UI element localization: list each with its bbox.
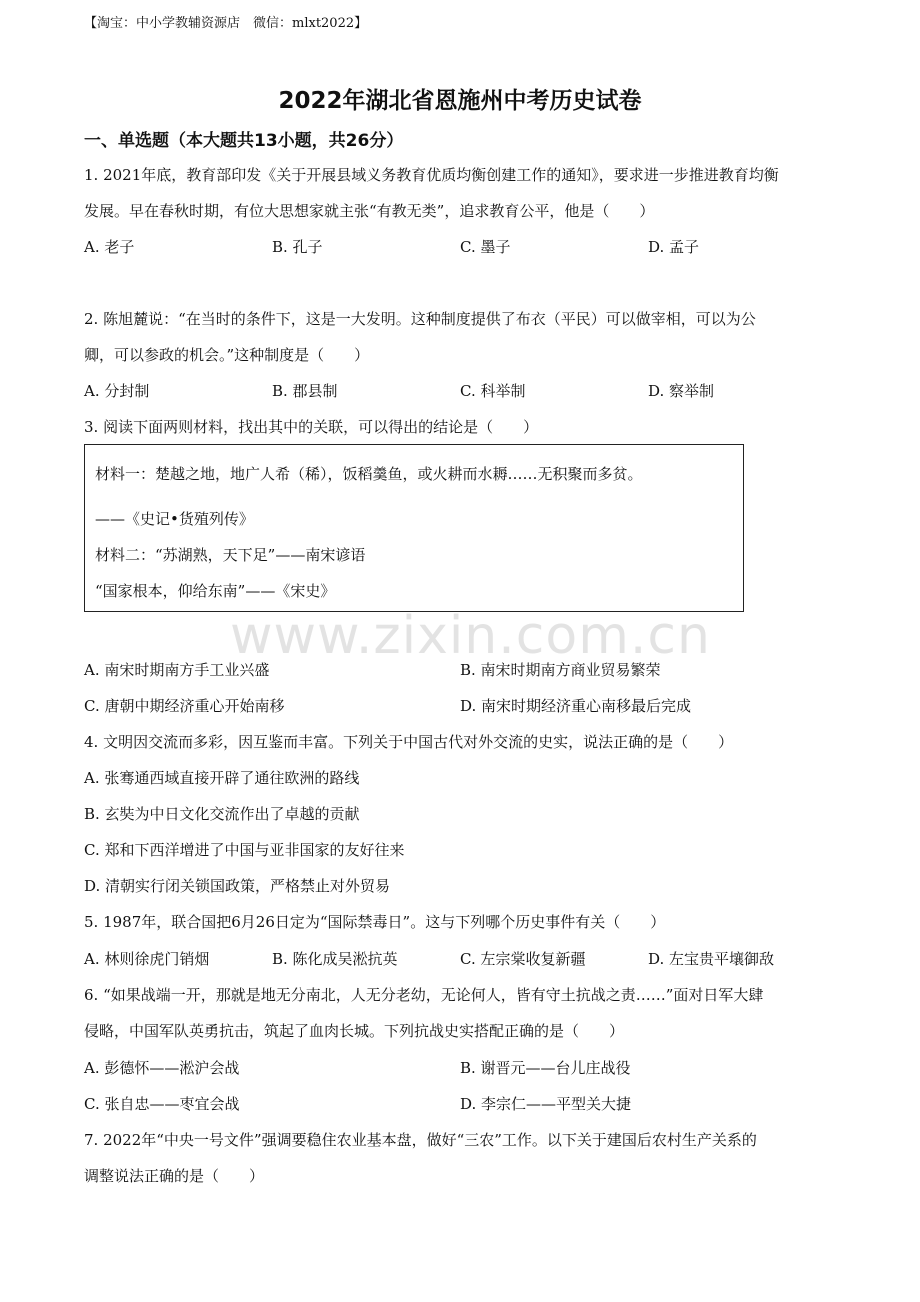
question-1-option-c[interactable]: C. 墨子 (460, 238, 511, 256)
question-2-option-a[interactable]: A. 分封制 (84, 382, 150, 400)
header-note: 【淘宝：中小学教辅资源店 微信：mlxt2022】 (84, 16, 368, 31)
material-1-text: 材料一：楚越之地，地广人希（稀），饭稻羹鱼，或火耕而水耨……无积聚而多贫。 (95, 465, 643, 483)
question-3-option-c[interactable]: C. 唐朝中期经济重心开始南移 (84, 697, 285, 715)
question-3-option-d[interactable]: D. 南宋时期经济重心南移最后完成 (460, 697, 692, 715)
question-5-option-d[interactable]: D. 左宝贵平壤御敌 (648, 950, 775, 968)
question-5-option-b[interactable]: B. 陈化成吴淞抗英 (272, 950, 398, 968)
page-title: 2022年湖北省恩施州中考历史试卷 (278, 88, 642, 114)
question-2-option-c[interactable]: C. 科举制 (460, 382, 526, 400)
question-4-option-d[interactable]: D. 清朝实行闭关锁国政策，严格禁止对外贸易 (84, 877, 391, 895)
question-1-line-1: 1. 2021年底，教育部印发《关于开展县域义务教育优质均衡创建工作的通知》，要求进一步推进教育均衡 (84, 166, 779, 184)
question-1-line-2: 发展。早在春秋时期，有位大思想家就主张“有教无类”，追求教育公平，他是（ ） (84, 202, 655, 220)
question-7-line-1: 7. 2022年“中央一号文件”强调要稳住农业基本盘，做好“三农”工作。以下关于建国后农村生产关系的 (84, 1131, 757, 1149)
question-5-option-a[interactable]: A. 林则徐虎门销烟 (84, 950, 210, 968)
material-box (84, 444, 744, 612)
question-2-line-2: 卿，可以参政的机会。”这种制度是（ ） (84, 346, 370, 364)
question-5-option-c[interactable]: C. 左宗棠收复新疆 (460, 950, 586, 968)
question-4-option-a[interactable]: A. 张骞通西域直接开辟了通往欧洲的路线 (84, 769, 360, 787)
section-heading: 一、单选题（本大题共13小题，共26分） (84, 131, 404, 151)
question-2-option-b[interactable]: B. 郡县制 (272, 382, 338, 400)
question-6-option-d[interactable]: D. 李宗仁——平型关大捷 (460, 1095, 632, 1113)
question-3-option-a[interactable]: A. 南宋时期南方手工业兴盛 (84, 661, 270, 679)
question-4-option-b[interactable]: B. 玄奘为中日文化交流作出了卓越的贡献 (84, 805, 360, 823)
material-2-text: 材料二：“苏湖熟，天下足”——南宋谚语 (95, 546, 366, 564)
question-6-option-b[interactable]: B. 谢晋元——台儿庄战役 (460, 1059, 631, 1077)
watermark: www.zixin.com.cn (230, 606, 711, 666)
material-1-source: ——《史记•货殖列传》 (95, 510, 254, 528)
question-3-line-1: 3. 阅读下面两则材料，找出其中的关联，可以得出的结论是（ ） (84, 418, 539, 436)
question-1-option-d[interactable]: D. 孟子 (648, 238, 700, 256)
question-6-line-2: 侵略，中国军队英勇抗击，筑起了血肉长城。下列抗战史实搭配正确的是（ ） (84, 1022, 625, 1040)
question-5-line-1: 5. 1987年，联合国把6月26日定为“国际禁毒日”。这与下列哪个历史事件有关（ ） (84, 913, 666, 931)
question-3-option-b[interactable]: B. 南宋时期南方商业贸易繁荣 (460, 661, 661, 679)
question-6-option-a[interactable]: A. 彭德怀——淞沪会战 (84, 1059, 240, 1077)
material-3-text: “国家根本，仰给东南”——《宋史》 (95, 582, 336, 600)
question-4-option-c[interactable]: C. 郑和下西洋增进了中国与亚非国家的友好往来 (84, 841, 405, 859)
question-4-line-1: 4. 文明因交流而多彩，因互鉴而丰富。下列关于中国古代对外交流的史实，说法正确的是（ ） (84, 733, 734, 751)
question-1-option-a[interactable]: A. 老子 (84, 238, 135, 256)
question-1-option-b[interactable]: B. 孔子 (272, 238, 323, 256)
question-6-option-c[interactable]: C. 张自忠——枣宜会战 (84, 1095, 240, 1113)
question-6-line-1: 6. “如果战端一开，那就是地无分南北，人无分老幼，无论何人，皆有守土抗战之责……”面对日军大肆 (84, 986, 764, 1004)
question-2-option-d[interactable]: D. 察举制 (648, 382, 715, 400)
question-2-line-1: 2. 陈旭麓说：“在当时的条件下，这是一大发明。这种制度提供了布衣（平民）可以做宰相，可以为公 (84, 310, 756, 328)
question-7-line-2: 调整说法正确的是（ ） (84, 1167, 265, 1185)
